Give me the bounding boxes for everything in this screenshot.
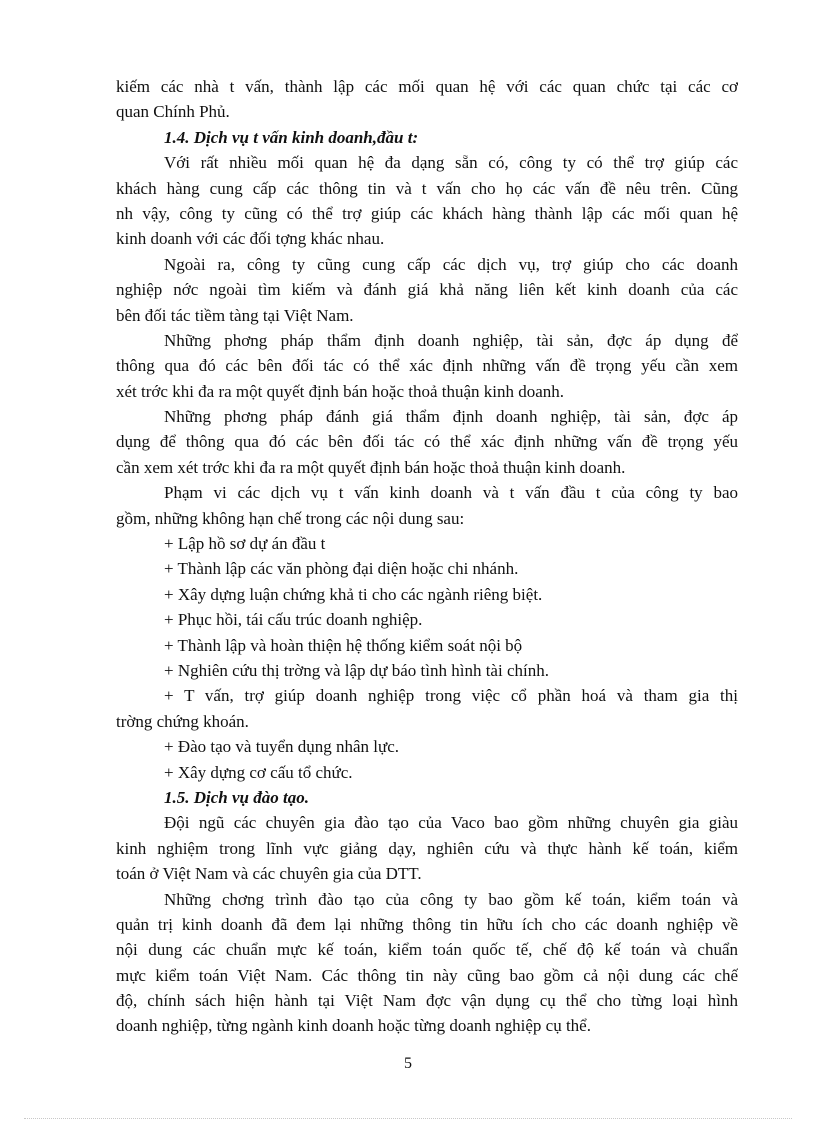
section-heading-1-4: 1.4. Dịch vụ t vấn kinh doanh,đầu t: [164,127,419,147]
text-line: Ngoài ra, công ty cũng cung cấp các dịch vụ, trợ giúp cho các doanh [164,254,738,274]
text-line: bên đối tác tiềm tàng tại Việt Nam. [116,305,354,325]
list-item: + Xây dựng cơ cấu tổ chức. [164,762,353,782]
page-bottom-divider [24,1118,792,1119]
text-line: nghiệp nớc ngoài tìm kiếm và đánh giá khả năng liên kết kinh doanh của các [116,280,738,300]
text-line: Những chơng trình đào tạo của công ty bao gồm kế toán, kiểm toán và [164,889,738,909]
section-heading-1-5: 1.5. Dịch vụ đào tạo. [164,787,309,807]
text-line: khách hàng cung cấp các thông tin và t vấn cho họ các vấn đề nêu trên. Cũng [116,178,738,198]
text-line: dụng để thông qua đó các bên đối tác có thể xác định những vấn đề trọng yếu [116,432,738,452]
text-line: mực kiểm toán Việt Nam. Các thông tin này cũng bao gồm cả nội dung các chế [116,965,738,985]
text-line: nội dung các chuẩn mực kế toán, kiểm toán quốc tế, chế độ kế toán và chuẩn [116,940,738,960]
text-line: Với rất nhiều mối quan hệ đa dạng sẵn có, công ty có thể trợ giúp các [164,153,738,173]
page-number: 5 [404,1055,412,1072]
list-item: + Đào tạo và tuyển dụng nhân lực. [164,737,400,757]
text-line: kinh nghiệm trong lĩnh vực giảng dạy, nghiên cứu và thực hành kế toán, kiểm [116,838,738,858]
list-item: + Phục hồi, tái cấu trúc doanh nghiệp. [164,610,423,630]
list-item: + Thành lập các văn phòng đại diện hoặc chi nhánh. [164,559,519,579]
text-line: toán ở Việt Nam và các chuyên gia của DTT. [116,864,422,884]
list-item: + Nghiên cứu thị trờng và lập dự báo tình hình tài chính. [164,660,549,680]
text-line: kinh doanh với các đối tợng khác nhau. [116,229,385,249]
text-line: xét trớc khi đa ra một quyết định bán hoặc thoả thuận kinh doanh. [116,381,565,401]
text-line: Đội ngũ các chuyên gia đào tạo của Vaco bao gồm những chuyên gia giàu [164,813,738,833]
list-item: + Lập hồ sơ dự án đầu t [164,534,326,554]
text-line: quan Chính Phủ. [116,102,230,122]
text-line: gồm, những không hạn chế trong các nội dung sau: [116,508,465,528]
list-item-continuation: trờng chứng khoán. [116,711,249,731]
list-item: + T vấn, trợ giúp doanh nghiệp trong việc cổ phần hoá và tham gia thị [164,686,738,706]
text-line: quản trị kinh doanh đã đem lại những thông tin hữu ích cho các doanh nghiệp về [116,914,738,934]
text-line: Phạm vi các dịch vụ t vấn kinh doanh và t vấn đầu t của công ty bao [164,483,738,503]
text-line: độ, chính sách hiện hành tại Việt Nam đợc vận dụng cụ thể cho từng loại hình [116,991,738,1011]
text-line: Những phơng pháp thẩm định doanh nghiệp, tài sản, đợc áp dụng để [164,330,738,350]
text-line: cần xem xét trớc khi đa ra một quyết định bán hoặc thoả thuận kinh doanh. [116,457,626,477]
text-line: nh vậy, công ty cũng có thể trợ giúp các khách hàng thành lập các mối quan hệ [116,203,738,223]
document-page [116,74,738,1039]
text-line: kiếm các nhà t vấn, thành lập các mối quan hệ với các quan chức tại các cơ [116,77,738,96]
text-line: Những phơng pháp đánh giá thẩm định doanh nghiệp, tài sản, đợc áp [164,407,738,427]
text-line: doanh nghiệp, từng ngành kinh doanh hoặc từng doanh nghiệp cụ thể. [116,1016,591,1036]
list-item: + Xây dựng luận chứng khả ti cho các ngành riêng biệt. [164,584,543,604]
text-line: thông qua đó các bên đối tác có thể xác định những vấn đề trọng yếu cần xem [116,356,738,376]
list-item: + Thành lập và hoàn thiện hệ thống kiểm soát nội bộ [164,635,523,655]
